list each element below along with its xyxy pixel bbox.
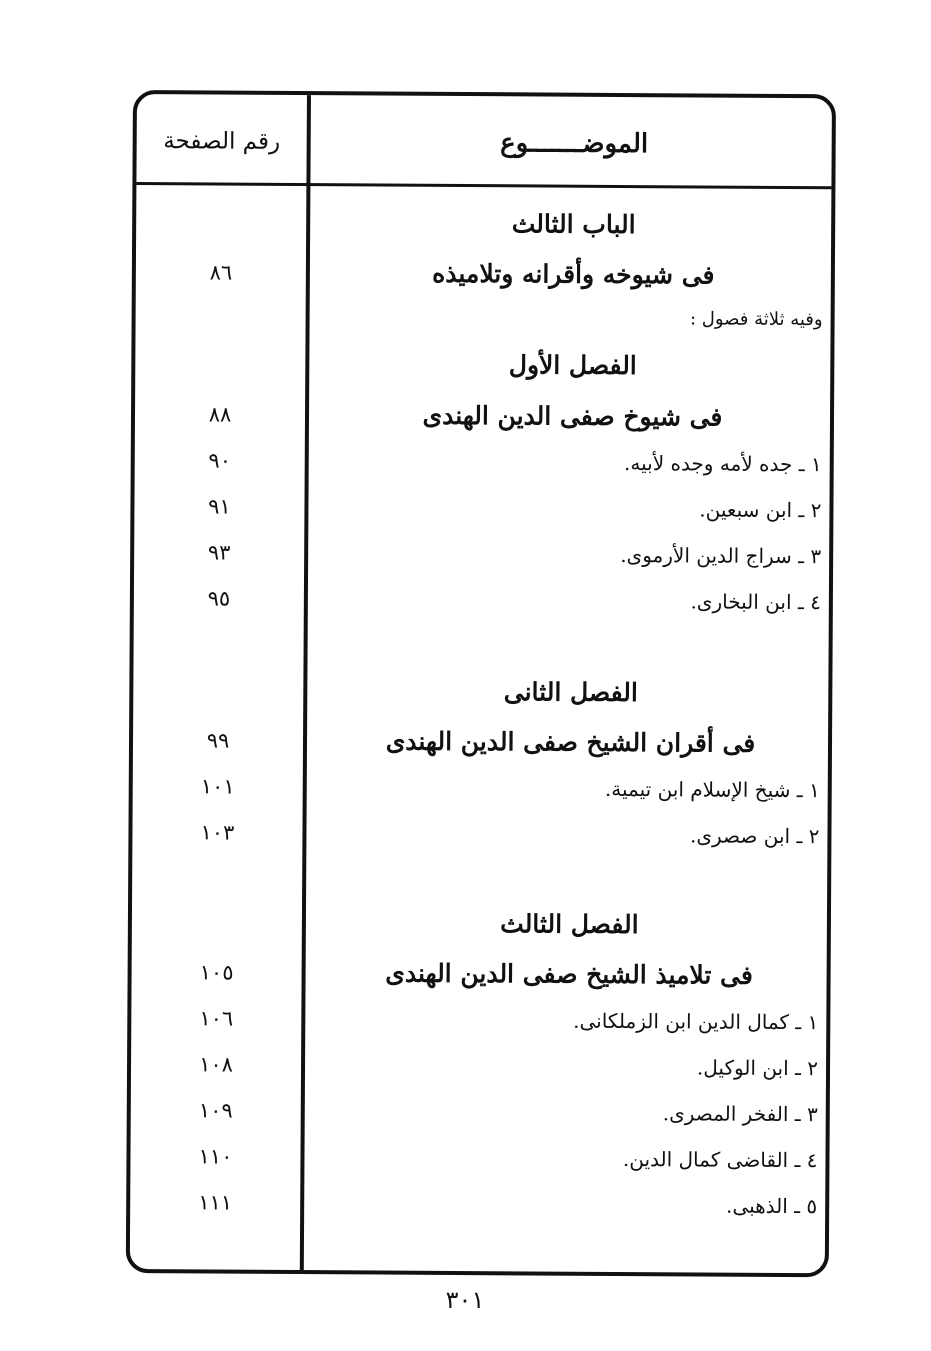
contents-table: [126, 90, 836, 1277]
table-row: [132, 900, 827, 948]
page-number: ٩٩: [206, 728, 230, 753]
page-number: ٩٣: [207, 540, 231, 565]
page-number: ٩٥: [207, 586, 231, 611]
chapter-subtitle: فى أقران الشيخ صفى الدين الهندى: [385, 726, 756, 758]
list-item: ١ ـ شيخ الإسلام ابن تيمية.: [604, 776, 820, 803]
page-number: ٩١: [208, 494, 231, 519]
chapter-title: الفصل الأول: [508, 350, 637, 381]
table-row: [130, 1134, 825, 1182]
table-row: [131, 1088, 826, 1136]
chapter-subtitle: فى شيوخ صفى الدين الهندى: [422, 400, 723, 432]
page-number: ١٠٩: [198, 1098, 233, 1123]
page-number: ١٠١: [200, 774, 235, 799]
table-row: [135, 392, 830, 440]
list-item: ٣ ـ الفخر المصرى.: [662, 1101, 818, 1127]
list-item: ٢ ـ ابن صصرى.: [689, 823, 820, 849]
list-item: ٥ ـ الذهبى.: [726, 1193, 818, 1219]
part-title: الباب الثالث: [511, 209, 636, 240]
list-item: ١ ـ كمال الدين ابن الزملكانى.: [573, 1008, 819, 1035]
list-item: ١ ـ جده لأمه وجده لأبيه.: [623, 451, 822, 477]
list-item: ٤ ـ القاضى كمال الدين.: [622, 1147, 818, 1173]
page-number: [135, 294, 305, 339]
folio-page-number: ٣٠١: [445, 1286, 485, 1314]
table-row: [134, 576, 829, 624]
table-row: [133, 668, 828, 716]
page-number: ٩٠: [208, 448, 232, 473]
list-item: ٤ ـ ابن البخارى.: [690, 589, 821, 615]
page-number: [136, 200, 306, 245]
page-number: [135, 341, 305, 386]
table-row: [133, 718, 828, 766]
header-divider: [136, 182, 831, 189]
page-number: ٨٦: [209, 260, 233, 285]
table-row: [134, 484, 829, 532]
table-row: [136, 250, 831, 298]
table-row: [130, 1180, 825, 1228]
table-row: [135, 341, 830, 389]
table-row: [135, 294, 830, 342]
page-number: ١١١: [198, 1190, 233, 1215]
table-row: [132, 810, 827, 858]
table-row: [131, 1042, 826, 1090]
table-row: [135, 438, 830, 486]
page-number: ١٠٨: [199, 1052, 234, 1077]
chapter-subtitle: فى تلاميذ الشيخ صفى الدين الهندى: [385, 958, 753, 990]
chapter-title: الفصل الثانى: [503, 677, 638, 708]
page-number: ٨٨: [208, 402, 232, 427]
list-item: ٢ ـ ابن الوكيل.: [696, 1055, 819, 1081]
table-row: [136, 200, 831, 248]
chapter-title: الفصل الثالث: [500, 909, 639, 940]
page-number: ١٠٥: [199, 960, 234, 985]
topic-column-header: الموضـــــــوع: [500, 128, 649, 160]
page-number: ١١٠: [198, 1144, 233, 1169]
page-number: [133, 668, 303, 713]
page-number: ١٠٦: [199, 1006, 234, 1031]
page-number: ١٠٣: [200, 820, 235, 845]
page-number: [132, 900, 302, 945]
part-note: وفيه ثلاثة فصول :: [689, 308, 823, 331]
list-item: ٣ ـ سراج الدين الأرموى.: [620, 542, 822, 569]
list-item: ٢ ـ ابن سبعين.: [699, 497, 822, 523]
table-row: [131, 996, 826, 1044]
page-number-column-header: رقم الصفحة: [163, 128, 281, 155]
table-row: [131, 950, 826, 998]
table-row: [134, 530, 829, 578]
part-subtitle: فى شيوخه وأقرانه وتلاميذه: [432, 258, 715, 290]
table-row: [133, 764, 828, 812]
